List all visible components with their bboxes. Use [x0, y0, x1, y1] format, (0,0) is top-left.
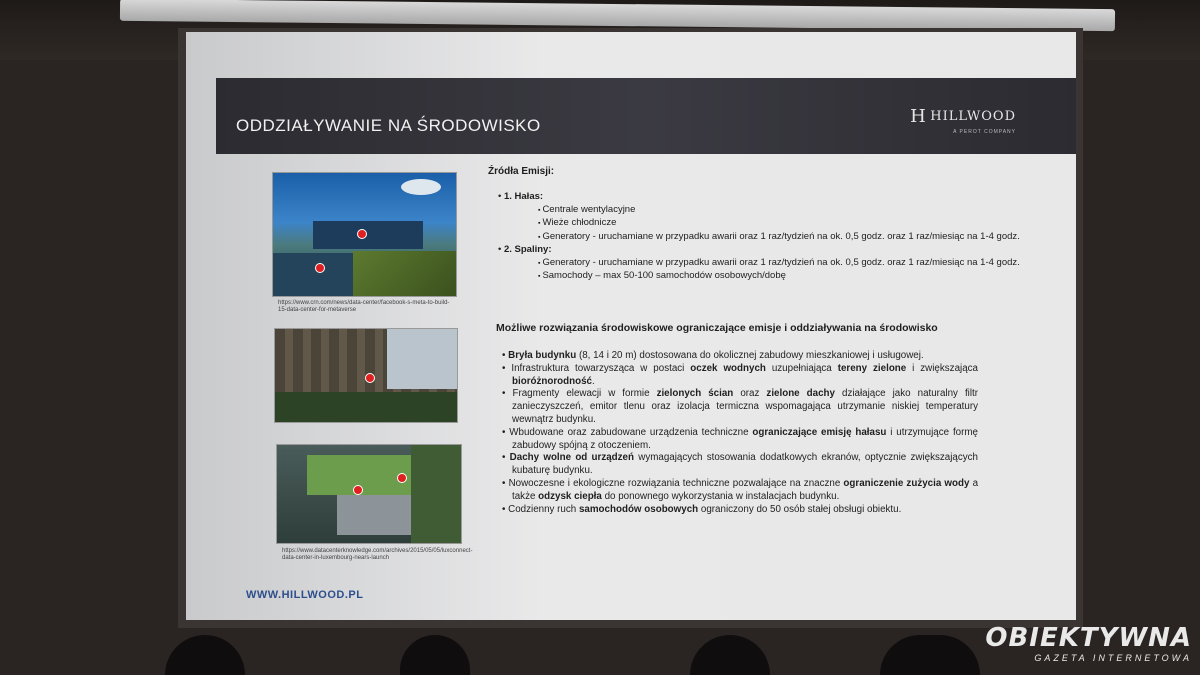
slide-title: ODDZIAŁYWANIE NA ŚRODOWISKO [236, 116, 541, 135]
solution-item: • Bryła budynku (8, 14 i 20 m) dostosowana do okolicznej zabudowy mieszkaniowej i usługowej. [496, 350, 978, 363]
watermark-main: OBIEKTYWNA [985, 623, 1192, 653]
location-marker-icon [397, 473, 407, 483]
photo1-caption: https://www.crn.com/news/data-center/facebook-s-meta-to-build-15-data-center-for-metaverse [278, 300, 450, 313]
data-center-photo-lake [272, 172, 457, 297]
solutions-list [496, 350, 978, 516]
audience-head [165, 635, 245, 675]
list-item: ▪ Wieże chłodnicze [538, 217, 1028, 231]
list-item: ▪ Generatory - uruchamiane w przypadku awarii oraz 1 raz/tydzień na ok. 0,5 godz. oraz 1 raz/miesiąc na 1-4 godz. [538, 231, 1028, 245]
list-item: ▪ Centrale wentylacyjne [538, 204, 1028, 218]
logo-text: HILLWOOD [930, 109, 1016, 124]
slide-header [216, 78, 1076, 154]
list-item: ▪ Generatory - uruchamiane w przypadku awarii oraz 1 raz/tydzień na ok. 0,5 godz. oraz 1 raz/miesiąc na 1-4 godz. [538, 257, 1028, 271]
solution-item: • Fragmenty elewacji w formie zielonych ścian oraz zielone dachy działające jako naturalny filtr zanieczyszczeń, emitor tlenu oraz izolacja termiczna wspomagająca utrzymanie niskiej temperatury wewnątrz budynku. [496, 388, 978, 426]
location-marker-icon [353, 485, 363, 495]
audience-head [400, 635, 470, 675]
watermark [985, 623, 1192, 663]
emission-group: • 1. Hałas: ▪ Centrale wentylacyjne ▪ Wieże chłodnicze ▪ Generatory - uruchamiane w przypadku awarii oraz 1 raz/tydzień na ok. 0,5 godz. oraz 1 raz/miesiąc na 1-4 godz. [498, 191, 1028, 244]
solution-item: • Infrastruktura towarzysząca w postaci oczek wodnych uzupełniająca tereny zielone i zwiększająca bioróżnorodność. [496, 363, 978, 389]
audience-head [690, 635, 770, 675]
audience-head [880, 635, 980, 675]
photo3-caption: https://www.datacenterknowledge.com/archives/2015/05/05/luxconnect-data-center-in-luxembourg-nears-launch [282, 548, 473, 561]
solution-item: • Codzienny ruch samochodów osobowych ograniczony do 50 osób stałej obsługi obiektu. [496, 504, 978, 517]
solution-item: • Nowoczesne i ekologiczne rozwiązania techniczne pozwalające na znaczne ograniczenie zużycia wody a także odzysk ciepła do ponownego wykorzystania w instalacjach budynku. [496, 478, 978, 504]
green-wall-photo [274, 328, 458, 423]
solutions-title: Możliwe rozwiązania środowiskowe ograniczające emisje i oddziaływania na środowisko [496, 322, 938, 334]
logo-mark-icon: H [910, 106, 926, 127]
emission-groups [488, 191, 1028, 284]
location-marker-icon [357, 229, 367, 239]
emission-sources-title: Źródła Emisji: [488, 166, 555, 177]
hillwood-logo [910, 106, 1016, 135]
projected-slide [186, 32, 1076, 620]
emission-group: • 2. Spaliny: ▪ Generatory - uruchamiane w przypadku awarii oraz 1 raz/tydzień na ok. 0,5 godz. oraz 1 raz/miesiąc na 1-4 godz. ▪ Samochody – max 50-100 samochodów osobowych/dobę [498, 244, 1028, 284]
location-marker-icon [315, 263, 325, 273]
emission-sources [488, 166, 1028, 284]
logo-subtitle: A PEROT COMPANY [953, 129, 1016, 135]
green-roof-photo [276, 444, 462, 544]
location-marker-icon [365, 373, 375, 383]
solution-item: • Wbudowane oraz zabudowane urządzenia techniczne ograniczające emisję hałasu i utrzymujące formę zabudowy spójną z otoczeniem. [496, 427, 978, 453]
website-link[interactable]: WWW.HILLWOOD.PL [246, 589, 364, 601]
list-item: ▪ Samochody – max 50-100 samochodów osobowych/dobę [538, 270, 1028, 284]
solution-item: • Dachy wolne od urządzeń wymagających stosowania dodatkowych ekranów, optycznie zwiększających kubaturę budynku. [496, 452, 978, 478]
watermark-sub: GAZETA INTERNETOWA [1034, 653, 1192, 663]
